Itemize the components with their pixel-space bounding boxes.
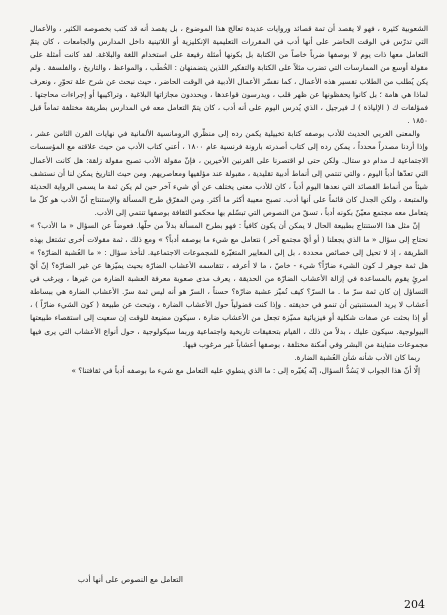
paragraph: ربما كان الأدب شأنه شأن العُشبة الضارة. [294, 352, 420, 362]
paragraph: إنّ مثل هذا الاستنتاج بطبيعة الحال لا يمكن أن يكون كافياً : فهو بطرح المسألة بدلاً من حلّها. فعوضاً عن السؤال « ما الأدب؟ » نحتاج إلى سؤال « ما الذي يجعلنا ( أو أيّ مجتمع آخر ) نتعامل مع شيء ما بوصفه أدباً؟ » ومع ذلك ، ثمة مقولات أخرى تشتغل بهذه الطريقة ، إذ لا تحيل إلى خصائص محددة ، بل إلى المعايير المتغيّرة للمجموعات الاجتماعية. لنأخذ سؤال : « ما العُشبة الضارّة؟ » هل ثمة جوهر لـ كون الشيء ضارّاً؟ شيء - خاصّ ، ما لا أعرفه ، تتقاسمه الأعشاب الضارّة بحيث يميّزها عن غير الضارّة؟ إنّ أيّ امرئٍ يقوم بالمساعدة في إزالة الأعشاب الضارّة من الحديقة ، يعرف مدى صعوبة معرفة العشبة الضارة من غيرها ، ويرغب في التساؤل إن كان ثمة سرّ ما . ما السرّ؟ كيف تُميّز عشبة ضارّة؟ حسناً ، السرّ هو أنه ليس ثمة سرّ. الأعشاب الضارة هي ببساطة أعشاب لا يريد المستنبتين أن تنمو في حديقته . وإذا كنت فضولياً حول الأعشاب الضارة ، وتبحث عن طبيعة ( كون الشيء ضارّاً ) ، أو إذا بحثت عن صفات شكلية أو فيزيائية مميّزة تجعل من الأعشاب ضارة ، سيكون مضيعة للوقت إن سعيت إلى استقصاء طبيعتها البيولوجية. سيكون عليك ، بدلاً من ذلك ، القيام بتحقيقات تاريخية واجتماعية وربما سيكولوجية ، حول أنواع الأعشاب التي يرى فيها مجموعات متباينة من البشر وفي أمكنة مختلفة ، بوصفها أعشاباً غير مرغوب فيها. [30, 221, 428, 349]
paragraph: والمعنى الغربي الحديث للأدب بوصفه كتابة تخييلية يكمن رده إلى منظّري الرومانسية الألمانية في نهايات القرن الثامن عشر ، وإذا أردنا مصدراً محدداً ، يمكن رده إلى كتاب أصدرته بارونة فرنسية عام ١٨٠٠ ، أعني كتاب الأدب من حيث علاقته مع المؤسسات الاجتماعية لـ مدام دو ستال. ولكن حتى لو اقتصرنا على القرنين الأخيرين ، فإنّ مقولة الأدب تصبح مقولة زلقة: هل كانت الأعمال التي تعدّها أدباً اليوم ، والتي تنتمي إلى أنماط أدبية تقليدية ، مقبولة عند مؤلفيها ومعاصريهم. ومن حيث التاريخ يمكن لنا أن نستشف شيئاً من أنماط القصائد التي نعدها اليوم أدباً ، كان للأدب معنى يختلف عن أي شيء آخر حين لم يكن ثمة ما يسمى الرواية الحديثة والمتبعة ، ولكن الجدل كان قائماً على أنها أدب. تصبح معيبة أكثر ما أكثر. ومن المفرّق طرح المسألة والإستنتاج أنّ الأدب هو كلّ ما يتعامل معه مجتمع معيّنٌ بكونه أدباً ، تسقّ من النصوص التي تبسّلم بها محكمو الثقافة بوصفها تنتمي إلى الأدب. [30, 129, 429, 218]
paragraph: الشعوبية كثيرة ، فهو لا يقصد أن تمة قصائد وروايات عديدة تعالج هذا الموضوع ، بل يقصد أنه قد كتب بخصوصه الكثير ، والأعمال التي تدرّس في الوقت الحاضر على أنها أدب في المقررات التعليمية الإنكليزية أو اللاتينية داخل المدارس والجامعات ، كان يتمّ التعامل معها ذات يوم لا بوصفها ضرباً خاصاً من الكتابة بل بكونها أمثلة رفيعة على استخدام اللغة والبلاغة. لقد كانت أمثلة على مقولة أوسع من الممارسات التي تضرب مثلاً على الكتابة والتفكير اللذين يتضمنهان : الخُطَب ، والمواعظ ، والتاريخ ، والفلسفة . ولم يكن يُطلب من الطلاب تفسير هذه الأعمال ، كما نفسّر الأعمال الأدبية في الوقت الحاضر ، حيث نبحث عن شرح علة تحوّرِ ، ونعرف لماذا هي هامة ؛ بل كانوا يحفظونها عن ظهر قلب ، ويدرسون قواعدها ، ويحددون مجازاتها البلاغية ، وتراكيبها أو إجراءات محاجتها . فمؤلفات ك ( الإلياذة ) لـ فيرجيل ، الذي يُدرس اليوم على أنه أدب ، كان يتمّ التعامل معه في المدارس بطريقة مختلفة تماماً قبل ١٨٥٠ . [30, 24, 428, 126]
section-heading: التعامل مع النصوص على أنها أدب [77, 575, 183, 584]
paragraph: إلّا أنّ هذا الجواب لا يَسُدُّ السؤال، إنّه يُغيّره إلى : ما الذي ينطوي عليه التعامل مع شيء ما بوصفه أدباً في ثقافتنا؟ » [71, 366, 420, 376]
page-number: 204 [404, 598, 425, 611]
body-text [30, 22, 428, 377]
